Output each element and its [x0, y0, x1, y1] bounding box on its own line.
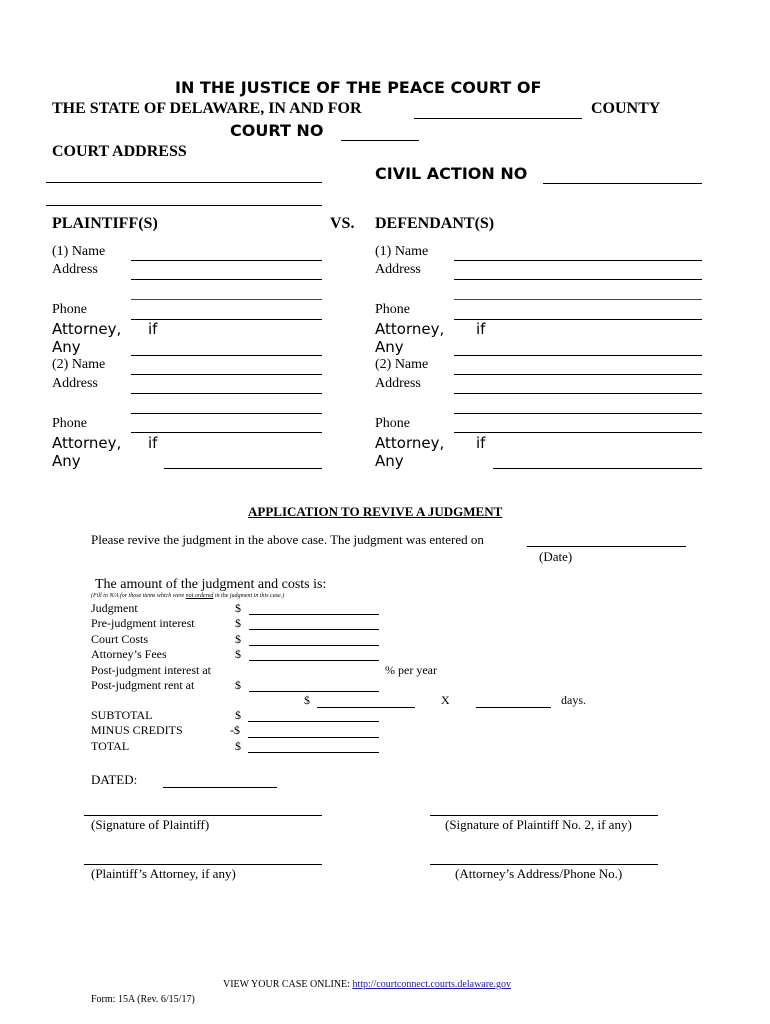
courtconnect-link[interactable]: http://courtconnect.courts.delaware.gov — [352, 979, 511, 990]
dated-field[interactable] — [163, 787, 277, 788]
subtotal-label: SUBTOTAL — [91, 708, 153, 722]
total-dollar: $ — [235, 739, 241, 753]
plaintiff2-signature-label: (Signature of Plaintiff No. 2, if any) — [445, 817, 632, 832]
court-address-line-2[interactable] — [46, 205, 322, 206]
county-label: COUNTY — [591, 100, 661, 117]
subtotal-field[interactable] — [248, 721, 379, 722]
plaintiff2-address-field-1[interactable] — [131, 393, 322, 394]
attorneys-fees-field[interactable] — [249, 660, 379, 661]
plaintiff1-attorney-any: Any — [52, 338, 81, 356]
postjudgment-interest-label: Post-judgment interest at — [91, 663, 211, 677]
civil-action-field[interactable] — [543, 183, 702, 184]
prejudgment-interest-field[interactable] — [249, 629, 379, 630]
plaintiff2-address-field-2[interactable] — [131, 413, 322, 414]
defendant1-name-field[interactable] — [454, 260, 702, 261]
fill-note: (Fill in N/A for those items which were not ordered in the judgment in this case.) — [91, 593, 285, 599]
postjudgment-rent-label: Post-judgment rent at — [91, 678, 195, 692]
plaintiff1-address-label: Address — [52, 262, 98, 277]
judgment-amount-field[interactable] — [249, 614, 379, 615]
plaintiff2-attorney-label: Attorney, — [52, 434, 122, 452]
defendant2-attorney-label: Attorney, — [375, 434, 445, 452]
plaintiff1-attorney-if: if — [148, 320, 158, 338]
plaintiff-attorney-label: (Plaintiff’s Attorney, if any) — [91, 866, 236, 881]
view-case-online — [223, 979, 511, 990]
defendant2-attorney-any: Any — [375, 452, 404, 470]
defendant2-address-label: Address — [375, 376, 421, 391]
plaintiff2-name-label: (2) Name — [52, 357, 106, 372]
days-label: days. — [561, 693, 586, 707]
plaintiff1-address-field-2[interactable] — [131, 299, 322, 300]
defendant2-attorney-field[interactable] — [493, 468, 702, 469]
plaintiff1-name-label: (1) Name — [52, 244, 106, 259]
court-costs-label: Court Costs — [91, 632, 149, 646]
defendant1-attorney-label: Attorney, — [375, 320, 445, 338]
plaintiff1-address-field-1[interactable] — [131, 279, 322, 280]
court-costs-field[interactable] — [249, 645, 379, 646]
defendant1-attorney-any: Any — [375, 338, 404, 356]
postjudgment-rent-dollar: $ — [235, 678, 241, 692]
subtotal-dollar: $ — [235, 708, 241, 722]
application-title: APPLICATION TO REVIVE A JUDGMENT — [248, 504, 503, 519]
vs-label: VS. — [330, 215, 355, 232]
rent-days-field[interactable] — [476, 707, 551, 708]
minus-credits-field[interactable] — [248, 737, 379, 738]
plaintiff-signature-field[interactable] — [84, 815, 322, 816]
dated-label: DATED: — [91, 772, 138, 787]
form-id: Form: 15A (Rev. 6/15/17) — [91, 994, 195, 1005]
court-title-line1: IN THE JUSTICE OF THE PEACE COURT OF — [175, 78, 542, 97]
defendant2-phone-field[interactable] — [454, 432, 702, 433]
defendant2-name-label: (2) Name — [375, 357, 429, 372]
plaintiff2-attorney-any: Any — [52, 452, 81, 470]
defendant2-name-field[interactable] — [454, 374, 702, 375]
per-year-label: % per year — [385, 663, 437, 677]
plaintiff2-phone-field[interactable] — [131, 432, 322, 433]
attorneys-fees-dollar: $ — [235, 647, 241, 661]
defendant1-phone-label: Phone — [375, 302, 410, 317]
amount-heading: The amount of the judgment and costs is: — [95, 577, 327, 592]
postjudgment-rent-field[interactable] — [249, 691, 379, 692]
plaintiff-attorney-field[interactable] — [84, 864, 322, 865]
judgment-dollar: $ — [235, 601, 241, 615]
plaintiff2-name-field[interactable] — [131, 374, 322, 375]
attorney-address-label: (Attorney’s Address/Phone No.) — [455, 866, 623, 881]
defendant-heading: DEFENDANT(S) — [375, 215, 495, 232]
plaintiff1-phone-label: Phone — [52, 302, 87, 317]
view-case-label: VIEW YOUR CASE ONLINE: — [223, 979, 350, 990]
defendant2-address-field-2[interactable] — [454, 413, 702, 414]
judgment-label: Judgment — [91, 601, 138, 615]
defendant2-phone-label: Phone — [375, 416, 410, 431]
defendant2-attorney-if: if — [476, 434, 486, 452]
defendant1-attorney-if: if — [476, 320, 486, 338]
defendant1-name-label: (1) Name — [375, 244, 429, 259]
court-title-line2: THE STATE OF DELAWARE, IN AND FOR — [52, 100, 362, 117]
minus-credits-label: MINUS CREDITS — [91, 723, 183, 737]
defendant2-address-field-1[interactable] — [454, 393, 702, 394]
defendant1-phone-field[interactable] — [454, 319, 702, 320]
defendant1-address-label: Address — [375, 262, 421, 277]
plaintiff1-attorney-label: Attorney, — [52, 320, 122, 338]
prejudgment-interest-label: Pre-judgment interest — [91, 616, 195, 630]
attorneys-fees-label: Attorney’s Fees — [91, 647, 167, 661]
defendant1-address-field-1[interactable] — [454, 279, 702, 280]
civil-action-label: CIVIL ACTION NO — [375, 164, 528, 183]
plaintiff1-name-field[interactable] — [131, 260, 322, 261]
total-label: TOTAL — [91, 739, 130, 753]
plaintiff2-phone-label: Phone — [52, 416, 87, 431]
plaintiff-heading: PLAINTIFF(S) — [52, 215, 158, 232]
attorney-address-field[interactable] — [430, 864, 658, 865]
county-field[interactable] — [414, 118, 582, 119]
plaintiff-signature-label: (Signature of Plaintiff) — [91, 817, 210, 832]
plaintiff2-signature-field[interactable] — [430, 815, 658, 816]
court-costs-dollar: $ — [235, 632, 241, 646]
plaintiff2-address-label: Address — [52, 376, 98, 391]
plaintiff2-attorney-if: if — [148, 434, 158, 452]
rent-rate-field[interactable] — [317, 707, 415, 708]
court-no-field[interactable] — [341, 140, 419, 141]
date-label: (Date) — [539, 549, 573, 564]
rent-rate-dollar: $ — [304, 693, 310, 707]
court-address-label: COURT ADDRESS — [52, 143, 187, 160]
multiply-x: X — [441, 693, 450, 707]
plaintiff1-attorney-field[interactable] — [131, 355, 322, 356]
total-field[interactable] — [248, 752, 379, 753]
prejudgment-interest-dollar: $ — [235, 616, 241, 630]
court-no-label: COURT NO — [230, 121, 324, 140]
court-address-line-1[interactable] — [46, 182, 322, 183]
judgment-date-field[interactable] — [527, 546, 686, 547]
revive-intro: Please revive the judgment in the above case. The judgment was entered on — [91, 532, 484, 547]
minus-credits-dollar: -$ — [230, 723, 240, 737]
plaintiff1-phone-field[interactable] — [131, 319, 322, 320]
defendant1-attorney-field[interactable] — [454, 355, 702, 356]
defendant1-address-field-2[interactable] — [454, 299, 702, 300]
plaintiff2-attorney-field[interactable] — [164, 468, 322, 469]
